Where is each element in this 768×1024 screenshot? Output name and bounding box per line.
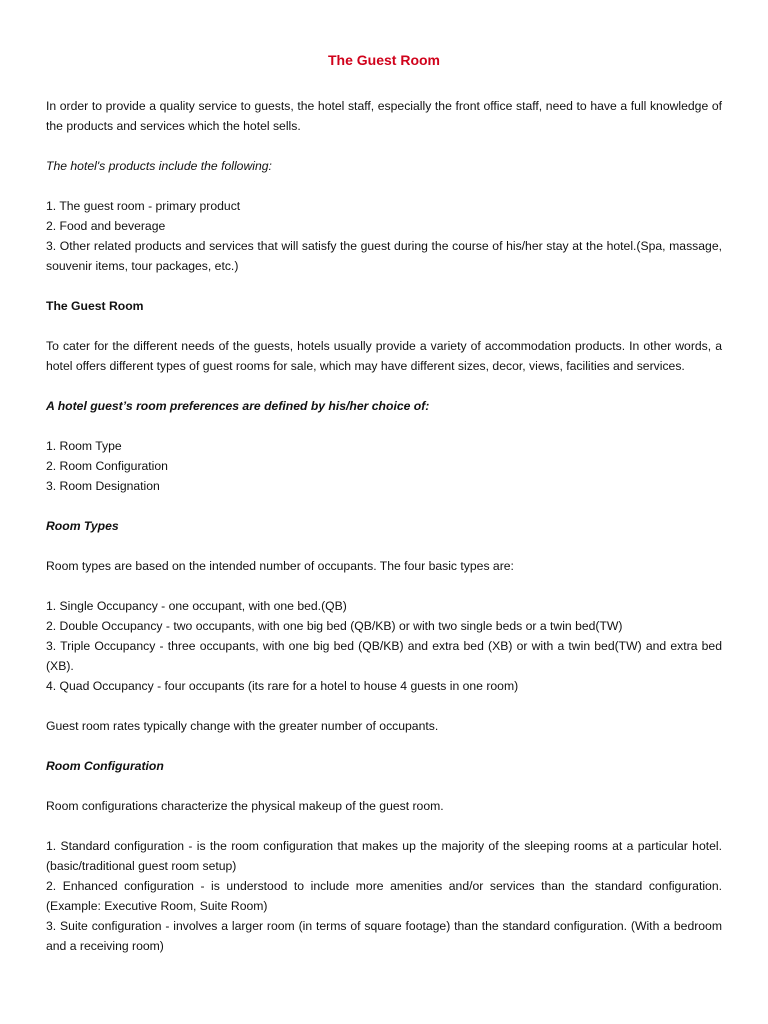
list-item: 1. Room Type bbox=[46, 439, 122, 453]
preferences-heading: A hotel guest’s room preferences are defined by his/her choice of: bbox=[46, 399, 430, 413]
room-config-heading: Room Configuration bbox=[46, 759, 164, 773]
guest-room-paragraph: To cater for the different needs of the guests, hotels usually provide a variety of accommodation products. In other words, a hotel offers different types of guest rooms for sale, which may have different sizes, decor, views, facilities and services. bbox=[46, 339, 722, 373]
room-configs-list bbox=[46, 836, 722, 956]
room-types-list bbox=[46, 596, 722, 696]
list-item: 3. Triple Occupancy - three occupants, with one big bed (QB/KB) and extra bed (XB) or with a twin bed(TW) and extra bed (XB). bbox=[46, 639, 722, 673]
list-item: 1. Single Occupancy - one occupant, with one bed.(QB) bbox=[46, 599, 347, 613]
list-item: 2. Room Configuration bbox=[46, 459, 168, 473]
room-types-intro: Room types are based on the intended number of occupants. The four basic types are: bbox=[46, 559, 514, 573]
page-title: The Guest Room bbox=[327, 52, 440, 68]
list-item: 3. Room Designation bbox=[46, 479, 160, 493]
list-item: 3. Suite configuration - involves a larger room (in terms of square footage) than the standard configuration. (With a bedroom and a receiving room) bbox=[46, 919, 722, 953]
list-item: 2. Double Occupancy - two occupants, with one big bed (QB/KB) or with two single beds or a twin bed(TW) bbox=[46, 619, 623, 633]
list-item: 4. Quad Occupancy - four occupants (its rare for a hotel to house 4 guests in one room) bbox=[46, 679, 519, 693]
list-item: 2. Food and beverage bbox=[46, 219, 166, 233]
products-list bbox=[46, 196, 722, 276]
rates-note: Guest room rates typically change with the greater number of occupants. bbox=[46, 719, 439, 733]
room-config-intro: Room configurations characterize the physical makeup of the guest room. bbox=[46, 799, 444, 813]
room-types-heading: Room Types bbox=[46, 519, 119, 533]
intro-paragraph: In order to provide a quality service to guests, the hotel staff, especially the front office staff, need to have a full knowledge of the products and services which the hotel sells. bbox=[46, 99, 722, 133]
list-item: 1. Standard configuration - is the room configuration that makes up the majority of the sleeping rooms at a particular hotel. (basic/traditional guest room setup) bbox=[46, 839, 722, 873]
products-heading: The hotel's products include the following: bbox=[46, 159, 272, 173]
list-item: 3. Other related products and services that will satisfy the guest during the course of his/her stay at the hotel.(Spa, massage, souvenir items, tour packages, etc.) bbox=[46, 239, 722, 273]
guest-room-heading: The Guest Room bbox=[46, 299, 144, 313]
list-item: 1. The guest room - primary product bbox=[46, 199, 241, 213]
preferences-list bbox=[46, 436, 722, 496]
list-item: 2. Enhanced configuration - is understood to include more amenities and/or services than the standard configuration. (Example: Executive Room, Suite Room) bbox=[46, 879, 722, 913]
